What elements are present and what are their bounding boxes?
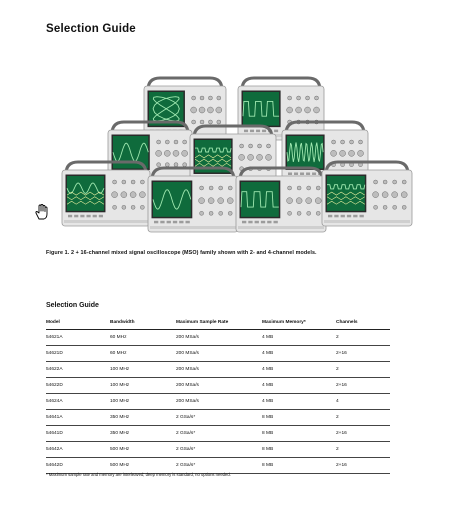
cell-sample-rate: 200 MSa/s [176, 378, 262, 394]
table-row [46, 330, 390, 346]
cell-sample-rate: 200 MSa/s [176, 362, 262, 378]
cell-sample-rate: 2 GSa/s* [176, 426, 262, 442]
table-row [46, 442, 390, 458]
oscilloscope-unit [148, 168, 238, 232]
header-model: Model [46, 316, 110, 330]
cell-model: 54641D [46, 426, 110, 442]
cell-bandwidth: 60 MHz [110, 346, 176, 362]
cell-sample-rate: 200 MSa/s [176, 346, 262, 362]
selection-guide-title: Selection Guide [46, 302, 99, 309]
cell-channels: 2 [336, 362, 390, 378]
cell-model: 54622A [46, 362, 110, 378]
cell-model: 54641A [46, 410, 110, 426]
cell-model: 54622D [46, 378, 110, 394]
header-channels: Channels [336, 316, 390, 330]
header-memory: Maximum Memory* [262, 316, 336, 330]
cell-memory: 8 MB [262, 458, 336, 474]
cell-bandwidth: 100 MHz [110, 362, 176, 378]
cell-channels: 2+16 [336, 346, 390, 362]
cell-memory: 8 MB [262, 426, 336, 442]
cell-sample-rate: 2 GSa/s* [176, 458, 262, 474]
cell-channels: 2+16 [336, 426, 390, 442]
table-row [46, 426, 390, 442]
cell-memory: 4 MB [262, 362, 336, 378]
cell-sample-rate: 200 MSa/s [176, 330, 262, 346]
cell-bandwidth: 350 MHz [110, 410, 176, 426]
page-title: Selection Guide [46, 23, 136, 35]
table-header-row [46, 316, 390, 330]
cell-sample-rate: 2 GSa/s* [176, 442, 262, 458]
table-row [46, 410, 390, 426]
cell-model: 54642A [46, 442, 110, 458]
cell-bandwidth: 500 MHz [110, 458, 176, 474]
oscilloscope-unit [322, 162, 412, 226]
oscilloscope-unit [236, 168, 326, 232]
cell-memory: 4 MB [262, 330, 336, 346]
cell-bandwidth: 60 MHz [110, 330, 176, 346]
table-row [46, 378, 390, 394]
cell-sample-rate: 2 GSa/s* [176, 410, 262, 426]
cell-sample-rate: 200 MSa/s [176, 394, 262, 410]
selection-table [46, 316, 390, 474]
cell-channels: 2+16 [336, 458, 390, 474]
cell-bandwidth: 100 MHz [110, 394, 176, 410]
cell-model: 54621D [46, 346, 110, 362]
table-row [46, 394, 390, 410]
cell-model: 54642D [46, 458, 110, 474]
cell-model: 54624A [46, 394, 110, 410]
cell-channels: 2 [336, 442, 390, 458]
cell-memory: 4 MB [262, 346, 336, 362]
cell-memory: 8 MB [262, 410, 336, 426]
table-row [46, 346, 390, 362]
cell-channels: 2 [336, 330, 390, 346]
cell-model: 54621A [46, 330, 110, 346]
cell-memory: 4 MB [262, 378, 336, 394]
table-row [46, 362, 390, 378]
footnote: * Maximum sample rate and memory are interleaved; deep memory is standard, no options needed. [46, 472, 231, 477]
header-sample-rate: Maximum Sample Rate [176, 316, 262, 330]
figure-caption: Figure 1. 2 + 16-channel mixed signal oscilloscope (MSO) family shown with 2- and 4-channel models. [46, 250, 317, 256]
cell-channels: 2+16 [336, 378, 390, 394]
hand-cursor-icon [33, 203, 51, 221]
cell-bandwidth: 100 MHz [110, 378, 176, 394]
cell-bandwidth: 350 MHz [110, 426, 176, 442]
cell-channels: 4 [336, 394, 390, 410]
oscilloscope-family-photo [52, 74, 424, 238]
cell-memory: 4 MB [262, 394, 336, 410]
cell-bandwidth: 500 MHz [110, 442, 176, 458]
cell-memory: 8 MB [262, 442, 336, 458]
header-bandwidth: Bandwidth [110, 316, 176, 330]
cell-channels: 2 [336, 410, 390, 426]
oscilloscope-unit [62, 162, 150, 226]
